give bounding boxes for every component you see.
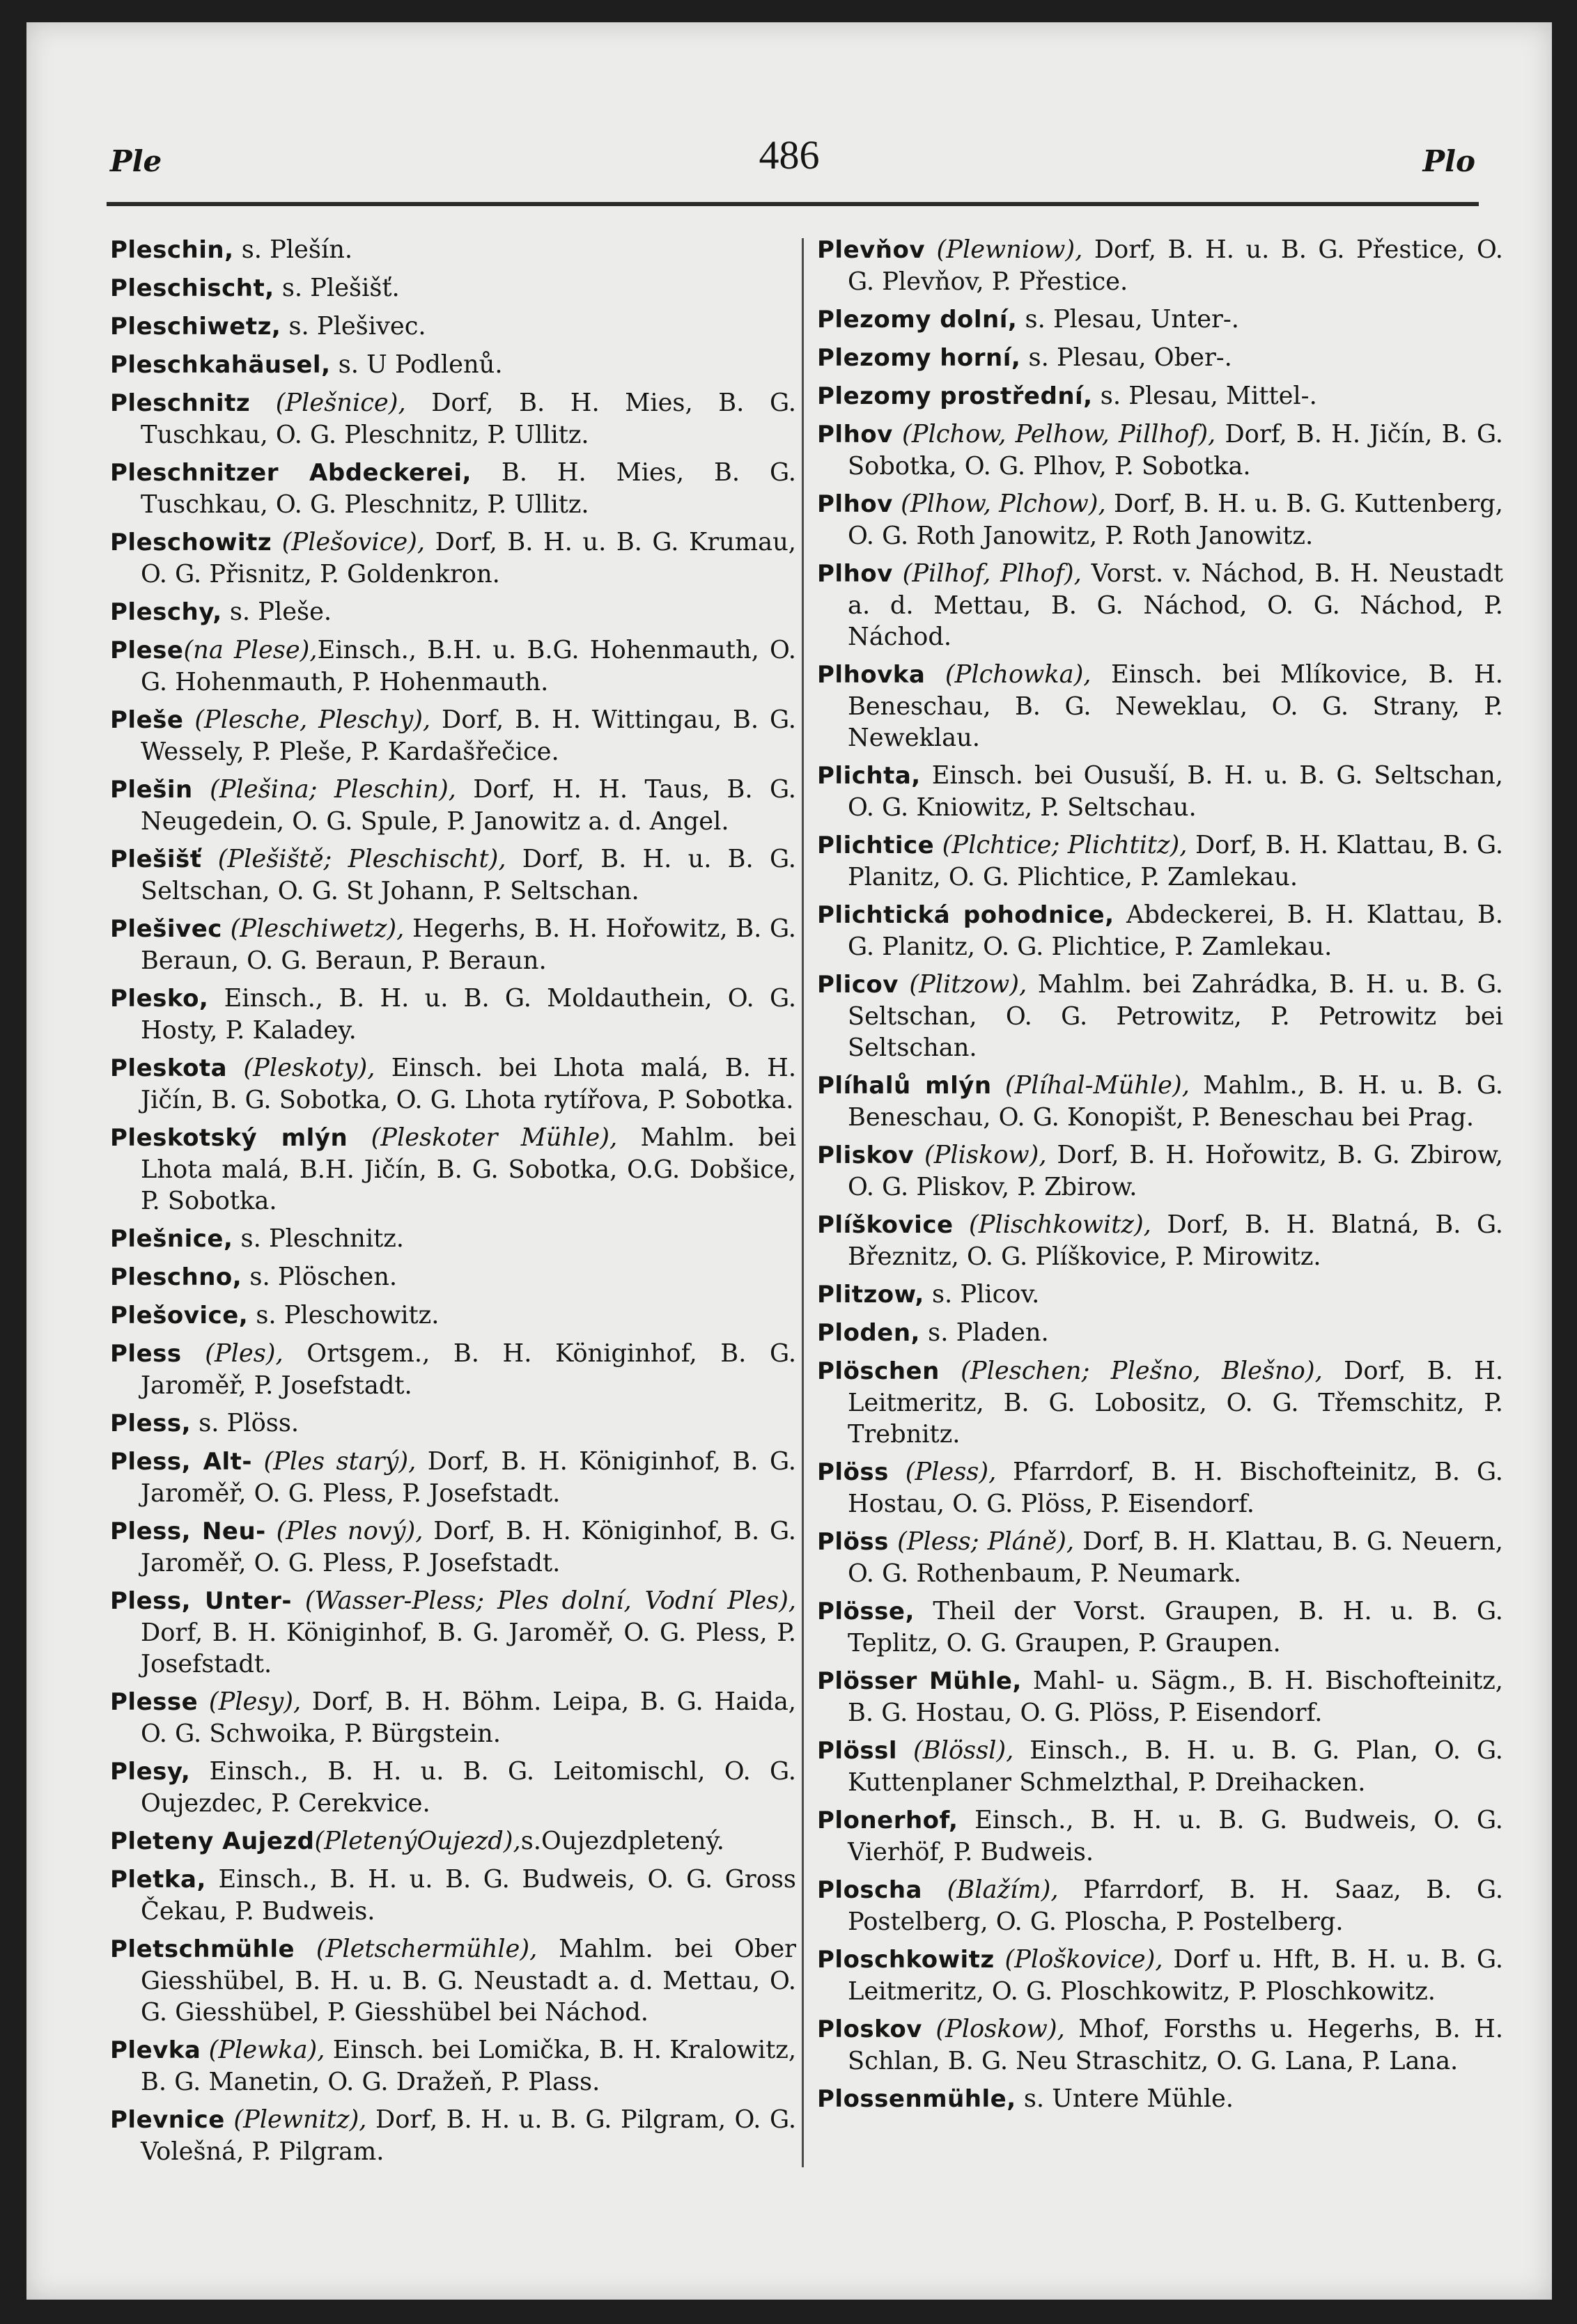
entry-description: s. Pleše. (222, 598, 332, 626)
gazetteer-entry (110, 1825, 796, 1857)
gazetteer-entry (110, 1052, 796, 1116)
entry-alternate-name: (Plíhal-Mühle), (991, 1071, 1190, 1100)
entry-headword: Plešišť (110, 845, 202, 873)
entry-headword: Plevňov (817, 236, 926, 264)
entry-description: Einsch., B. H. u. B. G. Budweis, O. G. Gross Čekau, P. Budweis. (141, 1865, 796, 1926)
entry-description: Mahlm. bei Zahrádka, B. H. u. B. G. Seltschan, O. G. Petrowitz, P. Petrowitz bei Seltschan. (848, 970, 1503, 1062)
gazetteer-entry (817, 1526, 1503, 1589)
entry-alternate-name: (Plchtice; Plichtitz), (934, 831, 1188, 859)
gazetteer-entry (817, 1279, 1503, 1311)
entry-description: s. Plešín. (233, 235, 353, 264)
gazetteer-entry (817, 899, 1503, 962)
gazetteer-entry (817, 1804, 1503, 1868)
gazetteer-entry (110, 387, 796, 451)
entry-description: Dorf, B. H. Klattau, B. G. Planitz, O. G. Plichtice, P. Zamlekau. (848, 831, 1504, 891)
entry-alternate-name: (Wasser-Pless; Ples dolní, Vodní Ples), (292, 1586, 796, 1615)
entry-alternate-name: (Blažím), (922, 1875, 1059, 1904)
gazetteer-entry (110, 1446, 796, 1509)
entry-description: Dorf, B. H. u. B. G. Přestice, O. G. Plevňov, P. Přestice. (848, 235, 1503, 296)
entry-headword: Plöss (817, 1458, 889, 1486)
entry-alternate-name: (Plewnitz), (224, 2105, 367, 2134)
entry-alternate-name: (Pless; Pláně), (888, 1527, 1075, 1556)
gazetteer-entry (110, 913, 796, 976)
entry-alternate-name: (Pilhof, Plhof), (892, 559, 1082, 588)
gazetteer-entry (817, 1944, 1503, 2007)
entry-headword: Plöschen (817, 1357, 940, 1385)
gazetteer-entry (817, 304, 1503, 336)
running-head-right: Plo (1422, 144, 1475, 178)
entry-alternate-name: (Pleschen; Plešno, Blešno), (939, 1357, 1323, 1385)
gazetteer-entry (817, 2013, 1503, 2077)
entry-description: s. Pleschnitz. (233, 1224, 404, 1253)
entry-headword: Plichtice (817, 832, 935, 859)
gazetteer-entry (817, 760, 1503, 823)
gazetteer-entry (110, 704, 796, 767)
entry-description: s. Plesau, Mittel-. (1092, 382, 1317, 410)
entry-headword: Pletka, (110, 1866, 206, 1894)
gazetteer-entry (817, 1874, 1503, 1937)
entry-description: Einsch., B. H. u. B. G. Budweis, O. G. Vierhöf, P. Budweis. (848, 1806, 1503, 1866)
gazetteer-entry (110, 596, 796, 628)
entry-headword: Plichtická pohodnice, (817, 901, 1114, 929)
entry-headword: Plossenmühle, (817, 2085, 1016, 2113)
entry-headword: Plešin (110, 776, 193, 804)
gazetteer-entry (110, 1407, 796, 1440)
entry-description: s. Plicov. (924, 1280, 1040, 1309)
entry-description: s. Pleschowitz. (248, 1301, 440, 1329)
gazetteer-entry (110, 2034, 796, 2098)
entry-headword: Plešnice, (110, 1225, 233, 1253)
entry-description: Mhof, Forsths u. Hegerhs, B. H. Schlan, B. G. Neu Straschitz, O. G. Lana, P. Lana. (848, 2015, 1504, 2075)
gazetteer-entry (817, 1070, 1503, 1133)
entry-alternate-name: (Plesche, Pleschy), (183, 705, 431, 734)
book-page (26, 22, 1552, 2300)
entry-headword: Ploden, (817, 1319, 920, 1347)
gazetteer-entry (110, 1933, 796, 2028)
entry-headword: Plössl (817, 1737, 898, 1765)
entry-headword: Plešovice, (110, 1302, 249, 1329)
entry-headword: Pless, Alt- (110, 1448, 252, 1476)
entry-alternate-name: (Pleschiwetz), (222, 914, 405, 943)
entry-description: Einsch. bei Mlíkovice, B. H. Beneschau, B. G. Neweklau, O. G. Strany, P. Neweklau. (848, 660, 1503, 752)
entry-description: Dorf, B. H. Wittingau, B. G. Wessely, P. Pleše, P. Kardašřečice. (141, 705, 796, 766)
gazetteer-entry (110, 1300, 796, 1332)
gazetteer-entry (817, 558, 1503, 653)
entry-description: Einsch. bei Ousuší, B. H. u. B. G. Seltschan, O. G. Kniowitz, P. Seltschau. (848, 761, 1503, 822)
gazetteer-entry (817, 488, 1503, 552)
right-column (817, 234, 1503, 2121)
entry-description: Dorf, B. H. Königinhof, B. G. Jaroměř, O. G. Pless, P. Josefstadt. (141, 1619, 796, 1678)
gazetteer-entry (110, 1756, 796, 1819)
entry-headword: Pleschkahäusel, (110, 351, 331, 379)
gazetteer-entry (110, 1223, 796, 1255)
entry-alternate-name: (Blössl), (897, 1736, 1014, 1765)
gazetteer-entry (817, 1209, 1503, 1272)
entry-headword: Plíškovice (817, 1211, 954, 1239)
entry-headword: Pleschno, (110, 1263, 242, 1291)
entry-description: s. Plešivec. (281, 312, 426, 341)
entry-description: s. Plöss. (191, 1409, 300, 1437)
entry-headword: Pleschin, (110, 236, 234, 264)
entry-headword: Pless, Neu- (110, 1518, 266, 1545)
gazetteer-entry (110, 1585, 796, 1680)
header-rule (107, 202, 1479, 206)
gazetteer-entry (110, 983, 796, 1046)
entry-alternate-name: (Plešina; Pleschin), (192, 775, 456, 804)
entry-headword: Pleschnitz (110, 389, 251, 417)
gazetteer-entry (110, 1261, 796, 1293)
entry-description: Dorf, B. H. u. B. G. Seltschan, O. G. St Johann, P. Seltschan. (141, 845, 796, 905)
entry-description: Mahlm. bei Lhota malá, B.H. Jičín, B. G. Sobotka, O.G. Dobšice, P. Sobotka. (141, 1123, 796, 1215)
gazetteer-entry (817, 1596, 1503, 1659)
entry-headword: Plezomy horní, (817, 344, 1021, 372)
entry-headword: Pletschmühle (110, 1935, 295, 1963)
entry-alternate-name: (Pletschermühle), (295, 1935, 538, 1963)
gazetteer-entry (110, 272, 796, 304)
gazetteer-entry (817, 1139, 1503, 1203)
entry-headword: Plevka (110, 2036, 201, 2064)
entry-description: Einsch. bei Lomička, B. H. Kralowitz, B. G. Manetin, O. G. Dražeň, P. Plass. (141, 2036, 797, 2096)
gazetteer-entry (817, 1355, 1503, 1450)
gazetteer-entry (817, 1456, 1503, 1520)
entry-headword: Pleschnitzer Abdeckerei, (110, 459, 472, 487)
entry-headword: Plezomy prostřední, (817, 382, 1093, 410)
entry-headword: Plešivec (110, 915, 222, 943)
entry-headword: Ploskov (817, 2015, 922, 2043)
page-number: 486 (759, 132, 820, 178)
entry-headword: Plöss (817, 1528, 889, 1556)
entry-description: Dorf, B. H. Jičín, B. G. Sobotka, O. G. Plhov, P. Sobotka. (848, 420, 1503, 481)
entry-description: Einsch., B. H. u. B. G. Leitomischl, O. G. Oujezdec, P. Cerekvice. (141, 1757, 796, 1818)
entry-headword: Pleše (110, 706, 184, 734)
entry-headword: Pleskota (110, 1054, 228, 1082)
gazetteer-entry (110, 234, 796, 266)
gazetteer-entry (817, 969, 1503, 1063)
entry-description: Dorf, B. H. Hořowitz, B. G. Zbirow, O. G. Pliskov, P. Zbirow. (848, 1141, 1503, 1201)
gazetteer-entry (817, 380, 1503, 412)
entry-headword: Plevnice (110, 2106, 225, 2134)
entry-alternate-name: (Plchowka), (925, 660, 1092, 689)
entry-alternate-name: (Plewniow), (925, 235, 1083, 264)
entry-alternate-name: (Plešnice), (250, 389, 406, 417)
entry-headword: Pleschowitz (110, 529, 272, 556)
entry-headword: Ploscha (817, 1876, 922, 1904)
entry-headword: Plesko, (110, 985, 209, 1013)
gazetteer-entry (817, 2083, 1503, 2115)
entry-description: Pfarrdorf, B. H. Bischofteinitz, B. G. Hostau, O. G. Plöss, P. Eisendorf. (848, 1458, 1503, 1518)
entry-description: Einsch., B. H. u. B. G. Plan, O. G. Kuttenplaner Schmelzthal, P. Dreihacken. (848, 1736, 1503, 1797)
entry-headword: Pleschiwetz, (110, 313, 281, 341)
entry-description: Dorf, B. H. Königinhof, B. G. Jaroměř, O. G. Pless, P. Josefstadt. (141, 1447, 796, 1508)
gazetteer-entry (110, 2104, 796, 2167)
entry-headword: Plhov (817, 560, 893, 588)
entry-alternate-name: (Ples), (181, 1339, 283, 1368)
entry-description: s. Untere Mühle. (1016, 2084, 1234, 2113)
entry-description: Mahlm. bei Ober Giesshübel, B. H. u. B. G. Neustadt a. d. Mettau, O. G. Giesshübel, P. Giesshübel bei Náchod. (141, 1935, 796, 2027)
entry-description: s. Plesau, Unter-. (1017, 305, 1239, 334)
gazetteer-entry (110, 843, 796, 907)
entry-headword: Plíhalů mlýn (817, 1072, 992, 1100)
entry-description: Dorf, B. H. u. B. G. Pilgram, O. G. Volešná, P. Pilgram. (141, 2105, 797, 2166)
page-header (26, 123, 1552, 193)
entry-headword: Plesy, (110, 1758, 191, 1786)
gazetteer-entry (817, 659, 1503, 754)
entry-description: Dorf, B. H. u. B. G. Kuttenberg, O. G. Roth Janowitz, P. Roth Janowitz. (848, 490, 1503, 550)
entry-description: Einsch., B.H. u. B.G. Hohenmauth, O. G. Hohenmauth, P. Hohenmauth. (141, 636, 796, 696)
gazetteer-entry (110, 349, 796, 381)
entry-headword: Plhov (817, 421, 893, 449)
entry-description: Mahlm., B. H. u. B. G. Beneschau, O. G. Konopišt, P. Beneschau bei Prag. (848, 1071, 1503, 1132)
entry-description: Dorf, H. H. Taus, B. G. Neugedein, O. G. Spule, P. Janowitz a. d. Angel. (141, 775, 796, 836)
entry-description: Dorf, B. H. Böhm. Leipa, B. G. Haida, O. G. Schwoika, P. Bürgstein. (141, 1687, 796, 1748)
gazetteer-entry (817, 829, 1503, 893)
entry-description: Dorf, B. H. Leitmeritz, B. G. Lobositz, O. G. Třemschitz, P. Trebnitz. (848, 1357, 1503, 1449)
column-divider (802, 238, 804, 2167)
gazetteer-entry (110, 774, 796, 837)
entry-description: Mahl- u. Sägm., B. H. Bischofteinitz, B. G. Hostau, O. G. Plöss, P. Eisendorf. (848, 1667, 1503, 1727)
gazetteer-entry (110, 457, 796, 520)
entry-alternate-name: (Ploskow), (922, 2015, 1065, 2043)
entry-alternate-name: (Plischkowitz), (953, 1210, 1151, 1239)
entry-headword: Ploschkowitz (817, 1946, 995, 1974)
entry-headword: Plicov (817, 971, 899, 999)
entry-headword: Plezomy dolní, (817, 306, 1018, 334)
entry-alternate-name: (Pleskoty), (227, 1054, 375, 1082)
entry-description: Dorf, B. H. u. B. G. Krumau, O. G. Přisnitz, P. Goldenkron. (141, 528, 796, 588)
entry-alternate-name: (Plewka), (201, 2036, 325, 2064)
gazetteer-entry (110, 1122, 796, 1217)
gazetteer-entry (817, 342, 1503, 374)
gazetteer-entry (110, 1515, 796, 1579)
entry-description: B. H. Mies, B. G. Tuschkau, O. G. Pleschnitz, P. Ullitz. (141, 458, 796, 519)
entry-headword: Pless, Unter- (110, 1587, 293, 1615)
entry-headword: Plhov (817, 490, 893, 518)
entry-description: Einsch. bei Lhota malá, B. H. Jičín, B. G. Sobotka, O. G. Lhota rytířova, P. Sobotka. (141, 1054, 796, 1114)
running-head-left: Ple (110, 144, 162, 178)
entry-description: Hegerhs, B. H. Hořowitz, B. G. Beraun, O. G. Beraun, P. Beraun. (141, 914, 796, 975)
entry-description: s.Oujezdpletený. (520, 1827, 724, 1855)
left-column (110, 234, 796, 2174)
entry-description: Pfarrdorf, B. H. Saaz, B. G. Postelberg, O. G. Ploscha, P. Postelberg. (848, 1875, 1503, 1936)
entry-headword: Pleskotský mlýn (110, 1124, 348, 1152)
entry-alternate-name: (Plešovice), (272, 528, 426, 556)
entry-description: Theil der Vorst. Graupen, B. H. u. B. G. Teplitz, O. G. Graupen, P. Graupen. (848, 1597, 1503, 1658)
gazetteer-entry (110, 527, 796, 590)
entry-description: s. Plešišť. (274, 274, 400, 302)
entry-alternate-name: (Ploškovice), (994, 1945, 1163, 1974)
entry-headword: Pleteny Aujezd (110, 1827, 315, 1855)
entry-alternate-name: (Plchow, Pelhow, Pillhof), (892, 420, 1216, 449)
entry-alternate-name: (PletenýOujezd), (314, 1827, 521, 1855)
entry-alternate-name: (Pleskoter Mühle), (348, 1123, 618, 1152)
entry-description: Ortsgem., B. H. Königinhof, B. G. Jaroměř, P. Josefstadt. (141, 1339, 797, 1400)
gazetteer-entry (110, 1686, 796, 1749)
entry-headword: Plichta, (817, 762, 921, 790)
entry-description: s. U Podlenů. (330, 350, 503, 379)
entry-description: Dorf, B. H. Klattau, B. G. Neuern, O. G. Rothenbaum, P. Neumark. (848, 1527, 1503, 1588)
entry-headword: Plonerhof, (817, 1807, 958, 1834)
entry-description: s. Plesau, Ober-. (1020, 343, 1232, 372)
entry-alternate-name: (Plitzow), (898, 970, 1027, 999)
gazetteer-entry (817, 234, 1503, 297)
entry-description: Dorf u. Hft, B. H. u. B. G. Leitmeritz, O. G. Ploschkowitz, P. Ploschkowitz. (848, 1945, 1504, 2006)
entry-description: s. Plöschen. (242, 1263, 398, 1291)
entry-alternate-name: (Plhow, Plchow), (892, 490, 1106, 518)
entry-description: Dorf, B. H. Blatná, B. G. Březnitz, O. G. Plíškovice, P. Mirowitz. (848, 1210, 1503, 1271)
entry-headword: Plösser Mühle, (817, 1667, 1022, 1695)
entry-headword: Pleschischt, (110, 274, 274, 302)
entry-description: s. Pladen. (919, 1318, 1049, 1347)
gazetteer-entry (110, 634, 796, 698)
gazetteer-entry (110, 1338, 796, 1401)
entry-description: Dorf, B. H. Mies, B. G. Tuschkau, O. G. Pleschnitz, P. Ullitz. (141, 389, 796, 449)
entry-alternate-name: (Pliskow), (914, 1141, 1047, 1169)
entry-alternate-name: (Plešiště; Pleschischt), (201, 845, 506, 873)
gazetteer-entry (110, 1864, 796, 1927)
entry-headword: Plesse (110, 1688, 199, 1716)
entry-description: Dorf, B. H. Königinhof, B. G. Jaroměř, O. G. Pless, P. Josefstadt. (141, 1517, 796, 1577)
entry-headword: Pliskov (817, 1141, 915, 1169)
gazetteer-entry (817, 1735, 1503, 1798)
entry-headword: Pless (110, 1340, 182, 1368)
gazetteer-entry (110, 311, 796, 343)
entry-headword: Pless, (110, 1410, 192, 1437)
entry-description: Einsch., B. H. u. B. G. Moldauthein, O. G. Hosty, P. Kaladey. (141, 984, 796, 1045)
entry-headword: Plhovka (817, 661, 926, 689)
entry-headword: Pleschy, (110, 598, 222, 626)
entry-headword: Plese (110, 637, 184, 664)
gazetteer-entry (817, 419, 1503, 482)
entry-description: Vorst. v. Náchod, B. H. Neustadt a. d. Mettau, B. G. Náchod, O. G. Náchod, P. Náchod. (848, 559, 1503, 651)
entry-alternate-name: (Ples nový), (265, 1517, 424, 1545)
gazetteer-entry (817, 1317, 1503, 1349)
entry-description: Abdeckerei, B. H. Klattau, B. G. Planitz, O. G. Plichtice, P. Zamlekau. (848, 900, 1503, 961)
entry-alternate-name: (na Plese), (183, 636, 318, 664)
entry-alternate-name: (Plesy), (198, 1687, 302, 1716)
gazetteer-entry (817, 1665, 1503, 1729)
entry-headword: Plitzow, (817, 1281, 924, 1309)
entry-alternate-name: (Pless), (888, 1458, 997, 1486)
entry-alternate-name: (Ples starý), (251, 1447, 417, 1476)
entry-headword: Plösse, (817, 1598, 915, 1625)
